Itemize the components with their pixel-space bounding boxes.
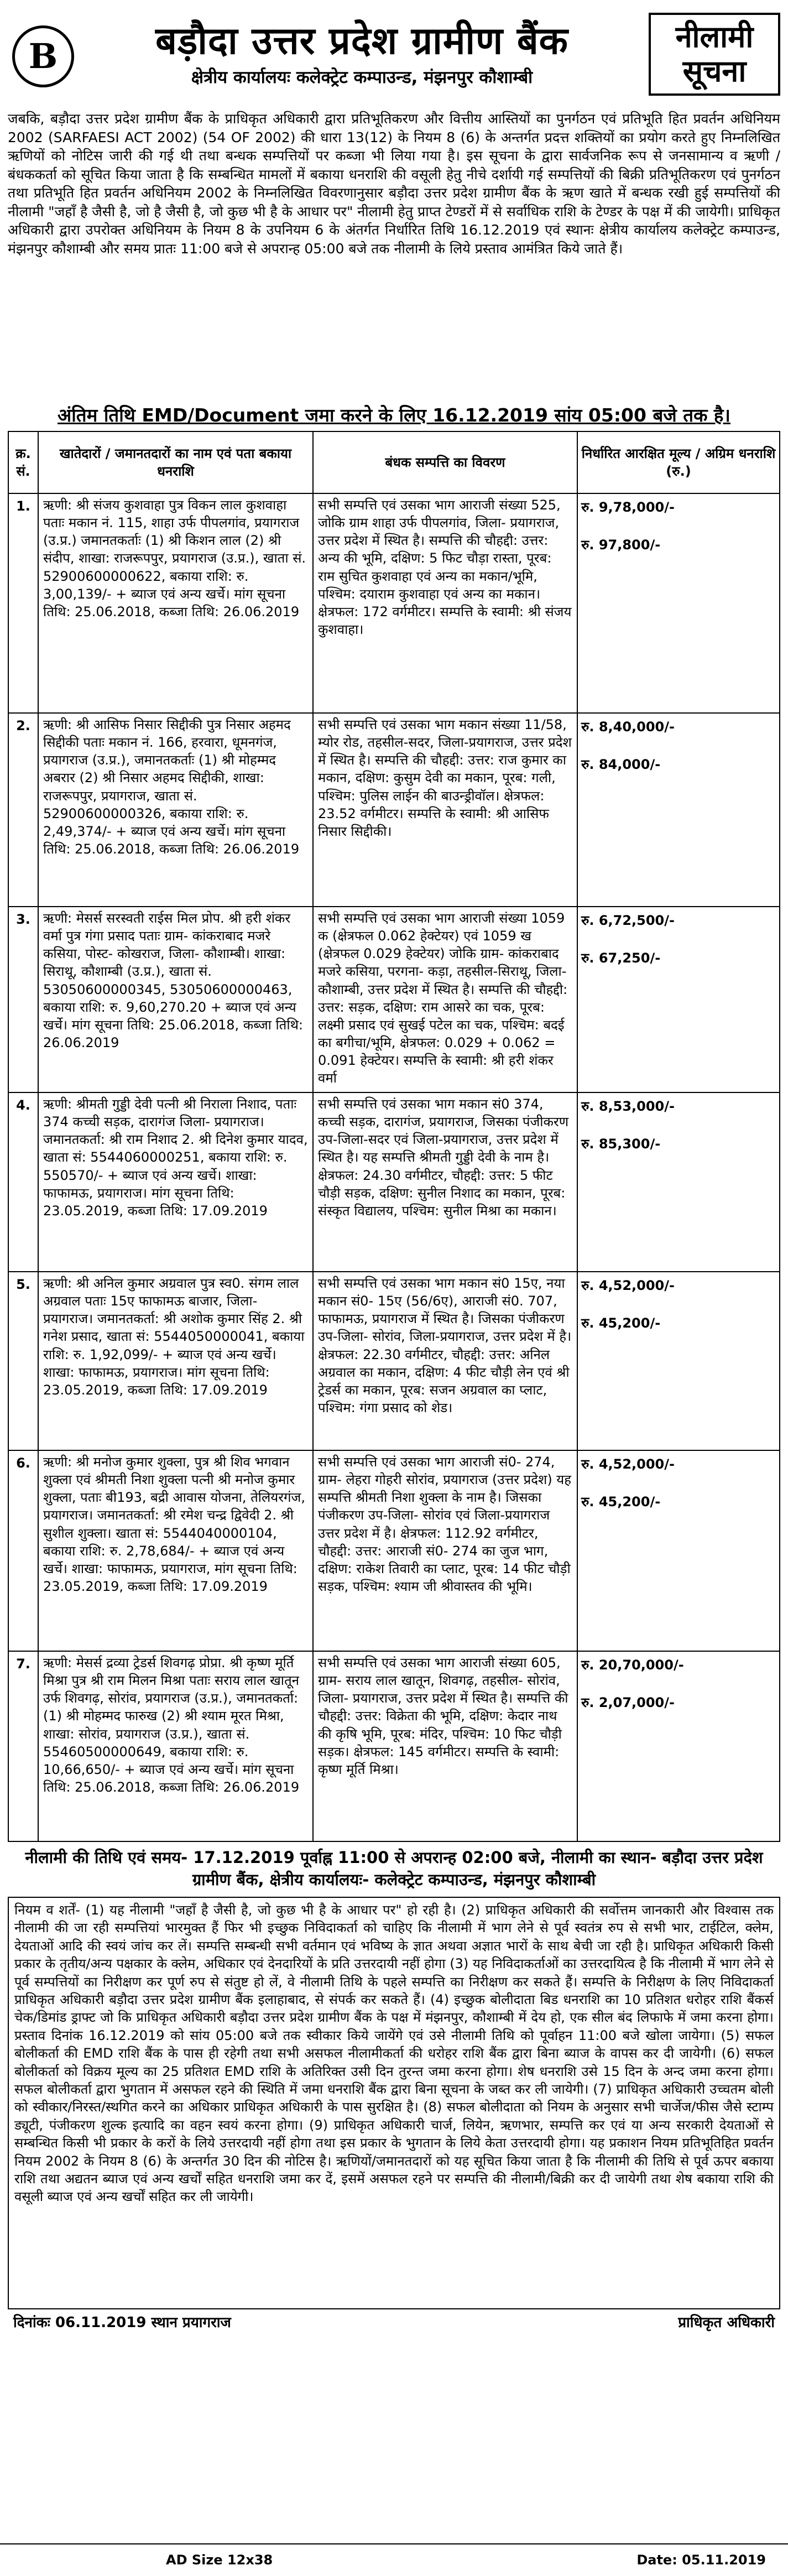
reserve-price: रु. 8,53,000/- bbox=[581, 1098, 675, 1114]
ad-size: AD Size 12x38 bbox=[166, 2552, 273, 2568]
header-property: बंधक सम्पत्ति का विवरण bbox=[313, 431, 577, 493]
header-price: निर्धारित आरक्षित मूल्य / अग्रिम धनराशि (रु.) bbox=[577, 431, 780, 493]
auction-date-place: नीलामी की तिथि एवं समय- 17.12.2019 पूर्वाह्न 11:00 से अपरान्ह 02:00 बजे, नीलामी का स्थान- बड़ौदा उत्तर प्रदेश ग्रामीण बैंक, क्षेत्रीय कार्यालयः- कलेक्ट्रेट कम्पाउन्ड, मंझनपुर कौशाम्बी bbox=[25, 1848, 763, 1890]
table-row bbox=[8, 1450, 780, 1651]
table-row bbox=[8, 1092, 780, 1272]
bank-title-block bbox=[84, 20, 640, 89]
row-sn: 1. bbox=[8, 493, 38, 713]
row-sn: 4. bbox=[8, 1092, 38, 1272]
notice-title-line1: नीलामी bbox=[675, 19, 754, 54]
row-borrower: ऋणी: मेसर्स सरस्वती राईस मिल प्रोप. श्री हरी शंकर वर्मा पुत्र गंगा प्रसाद पताः ग्राम- कांकराबाद मजरे कसिया, पोस्ट- कोखराज, जिला- कौशाम्बी। शाखा: सिराथू, कौशाम्बी (उ.प्र.), खाता सं. 53050600000345, 53050600000463, बकाया राशि: रु. 9,60,270.20 + ब्याज एवं अन्य खर्चे। मांग सूचना तिथि: 25.06.2018, कब्जा तिथि: 26.06.2019 bbox=[38, 907, 313, 1092]
ad-date: Date: 05.11.2019 bbox=[636, 2552, 766, 2568]
reserve-price: रु. 6,72,500/- bbox=[581, 912, 675, 928]
row-property: सभी सम्पत्ति एवं उसका भाग आराजी संख्या 605, ग्राम- सराय लाल खातून, शिवगढ़, तहसील- सोरांव, जिला- प्रयागराज, उत्तर प्रदेश में स्थित है। सम्पत्ति की चौहद्दी: उत्तर: विक्रेता की भूमि, दक्षिण: केदार नाथ की कृषि भूमि, पूरब: मंदिर, पश्चिम: 10 फिट चौड़ी सड़क। क्षेत्रफल: 145 वर्गमीटर। सम्पत्ति के स्वामी: कृष्ण मूर्ति मिश्रा। bbox=[313, 1651, 577, 1841]
emd-amount: रु. 85,300/- bbox=[581, 1136, 661, 1152]
reserve-price: रु. 9,78,000/- bbox=[581, 499, 675, 515]
row-sn: 2. bbox=[8, 713, 38, 907]
row-price bbox=[577, 1450, 780, 1651]
reserve-price: रु. 8,40,000/- bbox=[581, 719, 675, 735]
emd-amount: रु. 97,800/- bbox=[581, 537, 661, 553]
header-borrower: खातेदारों / जमानतदारों का नाम एवं पता बकाया धनराशि bbox=[38, 431, 313, 493]
emd-deadline: अंतिम तिथि EMD/Document जमा करने के लिए 16.12.2019 सांय 05:00 बजे तक है। bbox=[58, 404, 730, 426]
row-property: सभी सम्पत्ति एवं उसका भाग आराजी संख्या 1059 क (क्षेत्रफल 0.062 हेक्टेयर) एवं 1059 ख (क्षेत्रफल 0.029 हेक्टेयर) जोकि ग्राम- कांकराबाद मजरे कसिया, परगना- कड़ा, तहसील-सिराथू, जिला- कौशाम्बी, उत्तर प्रदेश में स्थित है। सम्पत्ति की चौहद्दी: उत्तर: सड़क, दक्षिण: राम आसरे का चक, पूरब: लक्ष्मी प्रसाद एवं सुखई पटेल का चक, पश्चिम: बदई का बगीचा/भूमि, क्षेत्रफल: 0.029 + 0.062 = 0.091 हेक्टेयर। सम्पत्ति के स्वामी: श्री हरी शंकर वर्मा bbox=[313, 907, 577, 1092]
ad-footer bbox=[0, 2543, 788, 2576]
row-property: सभी सम्पत्ति एवं उसका भाग मकान सं0 15ए, नया मकान सं0- 15ए (56/6ए), आराजी सं0. 707, फाफामऊ, प्रयागराज में स्थित है। जिसका पंजीकरण उप-जिला- सोरांव, जिला-प्रयागराज, उत्तर प्रदेश में है। क्षेत्रफल: 22.30 वर्गमीटर, चौहद्दी: उत्तर: अनिल अग्रवाल का मकान, दक्षिण: 4 फीट चौड़ी लेन एवं श्री ट्रेडर्स का मकान, पूरब: सजन अग्रवाल का प्लाट, पश्चिम: गंगा प्रसाद को शेड। bbox=[313, 1272, 577, 1450]
header-sn: क्र. सं. bbox=[8, 431, 38, 493]
table-row bbox=[8, 1651, 780, 1841]
row-price bbox=[577, 907, 780, 1092]
intro-paragraph: जबकि, बड़ौदा उत्तर प्रदेश ग्रामीण बैंक के प्राधिकृत अधिकारी द्वारा प्रतिभूतिकरण और वित्तीय आस्तियों का पुनर्गठन एवं प्रतिभूति हित प्रवर्तन अधिनियम 2002 (SARFAESI ACT 2002) (54 OF 2002) की धारा 13(12) के नियम 8 (6) के अन्तर्गत प्रदत्त शक्तियों का प्रयोग करते हुए निम्नलिखित ऋणियों को नोटिस जारी की गई थी तथा बन्धक सम्पत्तियों पर कब्जा भी लिया गया है। इस सूचना के द्वारा सार्वजनिक रूप से जनसामान्य व ऋणी / बंधककर्ता को सूचित किया जाता है कि सम्बन्धित मामलों में बकाया धनराशि की वसूली हेतु नीचे दर्शायी गई सम्पत्तियों की बिक्री प्रतिभूतिकरण एवं पुनर्गठन तथा प्रतिभूति हित प्रवर्तन अधिनियम 2002 के निम्नलिखित विवरणानुसार बड़ौदा उत्तर प्रदेश ग्रामीण बैंक के ऋण खाते में बन्धक रखी हुई सम्पत्तियों की नीलामी "जहाँ है जैसी है, जो है जैसी है, जो कुछ भी है के आधार पर" नीलामी हेतु प्राप्त टेण्डरों में से सर्वाधिक राशि के टेण्डर के पक्ष में की जायेगी। प्राधिकृत अधिकारी द्वारा उपरोक्त अधिनियम के नियम 8 के उपनियम 6 के अंतर्गत निर्धारित तिथि 16.12.2019 एवं स्थानः क्षेत्रीय कार्यालय कलेक्ट्रेट कम्पाउन्ड, मंझनपुर कौशाम्बी और समय प्रातः 11:00 बजे से अपरान्ह 05:00 बजे तक नीलामी के लिये प्रस्ताव आमंत्रित किये जाते हैं। bbox=[8, 111, 780, 257]
row-borrower: ऋणी: श्री अनिल कुमार अग्रवाल पुत्र स्व0. संगम लाल अग्रवाल पताः 15ए फाफामऊ बाजार, जिला- प्रयागराज। जमानतकर्ता: श्री अशोक कुमार सिंह 2. श्री गनेश प्रसाद, खाता सं: 5544050000041, बकाया राशि: रु. 1,92,099/- + ब्याज एवं अन्य खर्चे। शाखा: फाफामऊ, प्रयागराज। मांग सूचना तिथि: 23.05.2019, कब्जा तिथि: 17.09.2019 bbox=[38, 1272, 313, 1450]
row-price bbox=[577, 1092, 780, 1272]
terms-and-conditions: नियम व शर्तें- (1) यह नीलामी "जहाँ है जैसी है, जो कुछ भी है के आधार पर" हो रही है। (2) प्राधिकृत अधिकारी की सर्वोत्तम जानकारी और विश्वास तक नीलामी की जा रही सम्पत्तियां भारमुक्त हैं फिर भी इच्छुक निविदाकर्ता को चाहिए कि नीलामी में भाग लेने से पूर्व स्वतंत्र रुप से सभी भार, टाईटिल, क्लेम, देयताओं आदि की स्वयं जांच कर लें। सम्पत्ति सम्बन्धी सभी वर्तमान एवं भविष्य के ज्ञात अथवा अज्ञात भारों के साथ बेची जा रही है। प्राधिकृत अधिकारी किसी प्रकार के तृतीय/अन्य पक्षकार के क्लेम, अधिकार एवं देनदारियों के प्रति उत्तरदायी नहीं होगा (3) यह निविदाकर्ताओं का उत्तरदायित्व है कि नीलामी में भाग लेने से पूर्व सम्पत्तियों का निरीक्षण कर पूर्ण रुप से संतुष्ट हो लें, वे नीलामी तिथि के पहले सम्पत्ति का निरीक्षण कर सकते हैं। सम्पत्ति के निरीक्षण के लिए निविदाकर्ता प्राधिकृत अधिकारी बड़ौदा उत्तर प्रदेश ग्रामीण बैंक इलाहाबाद, से संपर्क कर सकते हैं। (4) इच्छुक बोलीदाता बिड धनराशि का 10 प्रतिशत धरोहर राशि बैंकर्स चेक/डिमांड ड्राफ्ट जो कि प्राधिकृत अधिकारी बड़ौदा उत्तर प्रदेश ग्रामीण बैंक के पक्ष में मंझनपुर, कौशाम्बी में देय हो, एक सील बंद लिफाफे में जमा करना होगा। प्रस्ताव दिनांक 16.12.2019 को सांय 05:00 बजे तक स्वीकार किये जायेंगे एवं उसे नीलामी तिथि को पूर्वाहन 11:00 बजे खोला जायेगा। (5) सफल बोलीकर्ता की EMD राशि बैंक के पास ही रहेगी तथा सभी असफल नीलामीकर्ता की धरोहर राशि बैंक द्वारा बिना ब्याज के वापस कर दी जायेगी। (6) सफल बोलीकर्ता को विक्रय मूल्य का 25 प्रतिशत EMD राशि के अतिरिक्त उसी दिन तुरन्त जमा करना होगा। शेष धनराशि उसे 15 दिन के अन्द जमा करना होगा। सफल बोलीकर्ता द्वारा भुगतान में असफल रहने की स्थिति में जमा धनराशि बैंक द्वारा बिना सूचना के जब्त कर ली जायेगी। (7) प्राधिकृत अधिकारी उच्चतम बोली को स्वीकार/निरस्त/स्थगित करने का अधिकार प्राधिकृत अधिकारी के पास सुरक्षित है। (8) सफल बोलीदाता को नियम के अनुसार सभी चार्जेज/फीस जैसे स्टाम्प ड्यूटी, पंजीकरण शुल्क इत्यादि का वहन स्वयं करना होगा। (9) प्राधिकृत अधिकारी चार्ज, लियेन, ऋणभार, सम्पत्ति कर एवं या अन्य सरकारी देयताओं से सम्बन्धित किसी भी प्रकार के करों के लिये उत्तरदायी नहीं होगा तथा इस प्रकार के भुगतान के लिये केता उत्तरदायी होगा। यह प्रकाशन नियम प्रतिभूतिहित प्रवर्तन नियम 2002 के नियम 8 (6) के अन्तर्गत 30 दिन की नोटिस है। ऋणियों/जमानतदारों को यह सूचित किया जाता है कि नीलामी की तिथि से पूर्व ऊपर बकाया राशि तथा अद्यतन ब्याज एवं अन्य खर्चों सहित धनराशि जमा कर दें, इसमें असफल रहने पर सम्पत्ति की नीलामी/बिक्री कर दी जायेगी तथा शेष बकाया राशि की वसूली ब्याज एवं अन्य खर्चों सहित कर ली जायेगी। bbox=[8, 1897, 780, 2309]
row-borrower: ऋणी: श्रीमती गुड्डी देवी पत्नी श्री निराला निशाद, पताः 374 कच्ची सड़क, दारागंज जिला- प्रयागराज। जमानतकर्ता: श्री राम निशाद 2. श्री दिनेश कुमार यादव, खाता सं: 5544060000251, बकाया राशि: रु. 550570/- + ब्याज एवं अन्य खर्चे। शाखा: फाफामऊ, प्रयागराज। मांग सूचना तिथि: 23.05.2019, कब्जा तिथि: 17.09.2019 bbox=[38, 1092, 313, 1272]
row-borrower: ऋणी: मेसर्स द्रव्या ट्रेडर्स शिवगढ़ प्रोप्रा. श्री कृष्ण मूर्ति मिश्रा पुत्र श्री राम मिलन मिश्रा पताः सराय लाल खातून उर्फ शिवगढ़, सोरांव, प्रयागराज (उ.प्र.), जमानतकर्ता: (1) श्री मोहम्मद फारुख (2) श्री श्याम मूरत मिश्रा, शाखा: सोरांव, प्रयागराज (उ.प्र.), खाता सं. 55460500000649, बकाया राशि: रु. 10,66,650/- + ब्याज एवं अन्य खर्चे। मांग सूचना तिथि: 25.06.2018, कब्जा तिथि: 26.06.2019 bbox=[38, 1651, 313, 1841]
notice-header bbox=[8, 7, 780, 102]
table-row bbox=[8, 1272, 780, 1450]
emd-amount: रु. 84,000/- bbox=[581, 757, 661, 773]
reserve-price: रु. 20,70,000/- bbox=[581, 1657, 684, 1673]
row-price bbox=[577, 493, 780, 713]
table-row bbox=[8, 907, 780, 1092]
authorized-officer: प्राधिकृत अधिकारी bbox=[678, 2314, 775, 2332]
property-table bbox=[8, 431, 780, 1842]
bank-address: क्षेत्रीय कार्यालयः कलेक्ट्रेट कम्पाउन्ड, मंझनपुर कौशाम्बी bbox=[191, 67, 533, 87]
row-sn: 6. bbox=[8, 1450, 38, 1651]
row-borrower: ऋणी: श्री आसिफ निसार सिद्दीकी पुत्र निसार अहमद सिद्दीकी पताः मकान नं. 166, हरवारा, धूमनगंज, प्रयागराज (उ.प्र.), जमानतकर्ताः (1) श्री मोहम्मद अबरार (2) श्री निसार अहमद सिद्दीकी, शाखा: राजरूपपुर, प्रयागराज, खाता सं. 52900600000326, बकाया राशि: रु. 2,49,374/- + ब्याज एवं अन्य खर्चे। मांग सूचना तिथि: 25.06.2018, कब्जा तिथि: 26.06.2019 bbox=[38, 713, 313, 907]
row-sn: 7. bbox=[8, 1651, 38, 1841]
row-property: सभी सम्पत्ति एवं उसका भाग आराजी संख्या 525, जोकि ग्राम शाहा उर्फ पीपलगांव, जिला- प्रयागराज, उत्तर प्रदेश में स्थित है। सम्पत्ति की चौहद्दी: उत्तर: अन्य की भूमि, दक्षिण: 5 फिट चौड़ा रास्ता, पूरब: राम सुचित कुशवाहा एवं अन्य का मकान/भूमि, पश्चिम: दयाराम कुशवाहा एवं अन्य का मकान। क्षेत्रफल: 172 वर्गमीटर। सम्पत्ति के स्वामी: श्री संजय कुशवाहा। bbox=[313, 493, 577, 713]
emd-amount: रु. 45,200/- bbox=[581, 1494, 661, 1510]
emd-amount: रु. 2,07,000/- bbox=[581, 1695, 675, 1711]
row-borrower: ऋणी: श्री संजय कुशवाहा पुत्र विकन लाल कुशवाहा पताः मकान नं. 115, शाहा उर्फ पीपलगांव, प्रयागराज (उ.प्र.) जमानतकर्ताः (1) श्री किशन लाल (2) श्री संदीप, शाखा: राजरूपपुर, प्रयागराज (उ.प्र.), खाता सं. 52900600000622, बकाया राशि: रु. 3,00,139/- + ब्याज एवं अन्य खर्चे। मांग सूचना तिथि: 25.06.2018, कब्जा तिथि: 26.06.2019 bbox=[38, 493, 313, 713]
row-sn: 3. bbox=[8, 907, 38, 1092]
reserve-price: रु. 4,52,000/- bbox=[581, 1277, 675, 1293]
signature-line bbox=[8, 2314, 780, 2333]
row-borrower: ऋणी: श्री मनोज कुमार शुक्ला, पुत्र श्री शिव भगवान शुक्ला एवं श्रीमती निशा शुक्ला पत्नी श्री मनोज कुमार शुक्ला, पताः बी193, बद्री आवास योजना, तेलियरगंज, प्रयागराज। जमानतकर्ता: श्री रमेश चन्द्र द्विवेदी 2. श्री सुशील शुक्ला। खाता सं: 5544040000104, बकाया राशि: रु. 2,78,684/- + ब्याज एवं अन्य खर्चे। शाखा: फाफामऊ, प्रयागराज, मांग सूचना तिथि: 23.05.2019, कब्जा तिथि: 17.09.2019 bbox=[38, 1450, 313, 1651]
date-place: दिनांकः 06.11.2019 स्थान प्रयागराज bbox=[13, 2314, 231, 2332]
row-property: सभी सम्पत्ति एवं उसका भाग आराजी सं0- 274, ग्राम- लेहरा गोहरी सोरांव, प्रयागराज (उत्तर प्रदेश) यह सम्पत्ति श्रीमती निशा शुक्ला के नाम है। जिसका पंजीकरण उप-जिला- सोरांव एवं जिला-प्रयागराज उत्तर प्रदेश में है। क्षेत्रफल: 112.92 वर्गमीटर, चौहद्दी: उत्तर: आराजी सं0- 274 का जुज भाग, दक्षिण: राकेश तिवारी का प्लाट, पूरब: 14 फीट चौड़ी सड़क, पश्चिम: श्याम जी श्रीवास्तव की भूमि। bbox=[313, 1450, 577, 1651]
row-price bbox=[577, 1651, 780, 1841]
row-property: सभी सम्पत्ति एवं उसका भाग मकान सं0 374, कच्ची सड़क, दारागंज, प्रयागराज, जिसका पंजीकरण उप-जिला-सदर एवं जिला-प्रयागराज, उत्तर प्रदेश में स्थित है। यह सम्पत्ति श्रीमती गुड्डी देवी के नाम है। क्षेत्रफल: 24.30 वर्गमीटर, चौहद्दी: उत्तर: 5 फीट चौड़ी सड़क, दक्षिण: सुनील निशाद का मकान, पूरब: संस्कृत विद्यालय, पश्चिम: सुनील मिश्रा का मकान। bbox=[313, 1092, 577, 1272]
bank-name: बड़ौदा उत्तर प्रदेश ग्रामीण बैंक bbox=[155, 19, 568, 63]
row-sn: 5. bbox=[8, 1272, 38, 1450]
row-price bbox=[577, 713, 780, 907]
table-row bbox=[8, 713, 780, 907]
reserve-price: रु. 4,52,000/- bbox=[581, 1456, 675, 1472]
notice-title-line2: सूचना bbox=[682, 54, 747, 89]
bank-logo bbox=[12, 25, 74, 87]
emd-amount: रु. 67,250/- bbox=[581, 950, 661, 966]
table-header-row bbox=[8, 431, 780, 493]
bank-logo-mark: B bbox=[28, 35, 58, 76]
table-row bbox=[8, 493, 780, 713]
row-property: सभी सम्पत्ति एवं उसका भाग मकान संख्या 11/58, म्योर रोड, तहसील-सदर, जिला-प्रयागराज, उत्तर प्रदेश में स्थित है। सम्पत्ति की चौहद्दी: उत्तर: राज कुमार का मकान, दक्षिण: कुसुम देवी का मकान, पूरब: गली, पश्चिम: पुलिस लाईन की बाउन्ड्रीवॉल। क्षेत्रफल: 23.52 वर्गमीटर। सम्पत्ति के स्वामी: श्री आसिफ निसार सिद्दीकी। bbox=[313, 713, 577, 907]
notice-title-box bbox=[649, 13, 780, 96]
emd-amount: रु. 45,200/- bbox=[581, 1315, 661, 1331]
row-price bbox=[577, 1272, 780, 1450]
